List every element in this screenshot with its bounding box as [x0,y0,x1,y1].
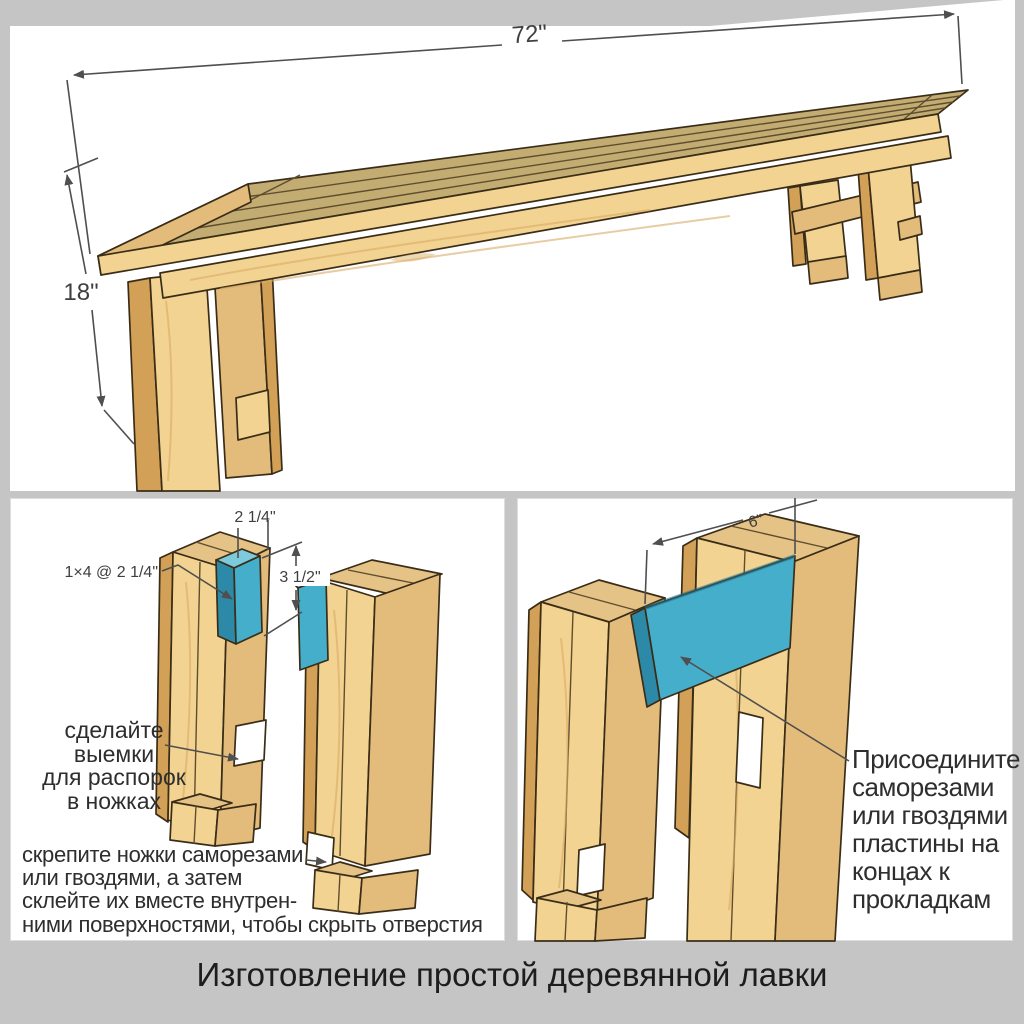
panel-notch [710,0,1015,26]
dim-length-label: 72" [510,19,548,50]
note-fasten [22,843,504,936]
note-line: склейте их вместе внутрен- [22,888,297,914]
assembly-detail-panel [517,498,1020,941]
note-line: прокладкам [852,884,991,914]
note-line: Присоедините [852,744,1020,774]
note-line: сделайте [64,717,164,743]
dim-part-label: 1×4 @ 2 1/4" [64,564,158,581]
note-line: выемки [73,740,155,767]
note-line: или гвоздями [852,800,1008,830]
dim-spacer-height-label: 3 1/2" [279,569,321,586]
page-title: Изготовление простой деревянной лавки [196,956,828,993]
note-line: для распорок [42,764,186,790]
note-line: пластины на [852,828,999,858]
dim-spacer-width-label: 2 1/4" [234,509,276,526]
dim-spacing-label: 6" [746,511,766,532]
note-line: или гвоздями, а затем [22,865,243,891]
note-line: в ножках [66,787,162,814]
bench-left-legs [128,264,282,491]
note-line: саморезами [852,772,994,802]
note-line: концах к [852,856,950,886]
dim-height-label: 18" [63,279,99,306]
dimension-height [56,158,134,444]
note-notches [18,719,210,813]
note-attach [852,744,1020,914]
bench-overview-drawing [10,0,1015,491]
note-line: скрепите ножки саморезами [22,842,304,867]
leg-detail-panel [10,498,505,941]
note-line: ними поверхностями, чтобы скрыть отверстия [22,911,483,937]
overview-panel [10,19,1015,491]
